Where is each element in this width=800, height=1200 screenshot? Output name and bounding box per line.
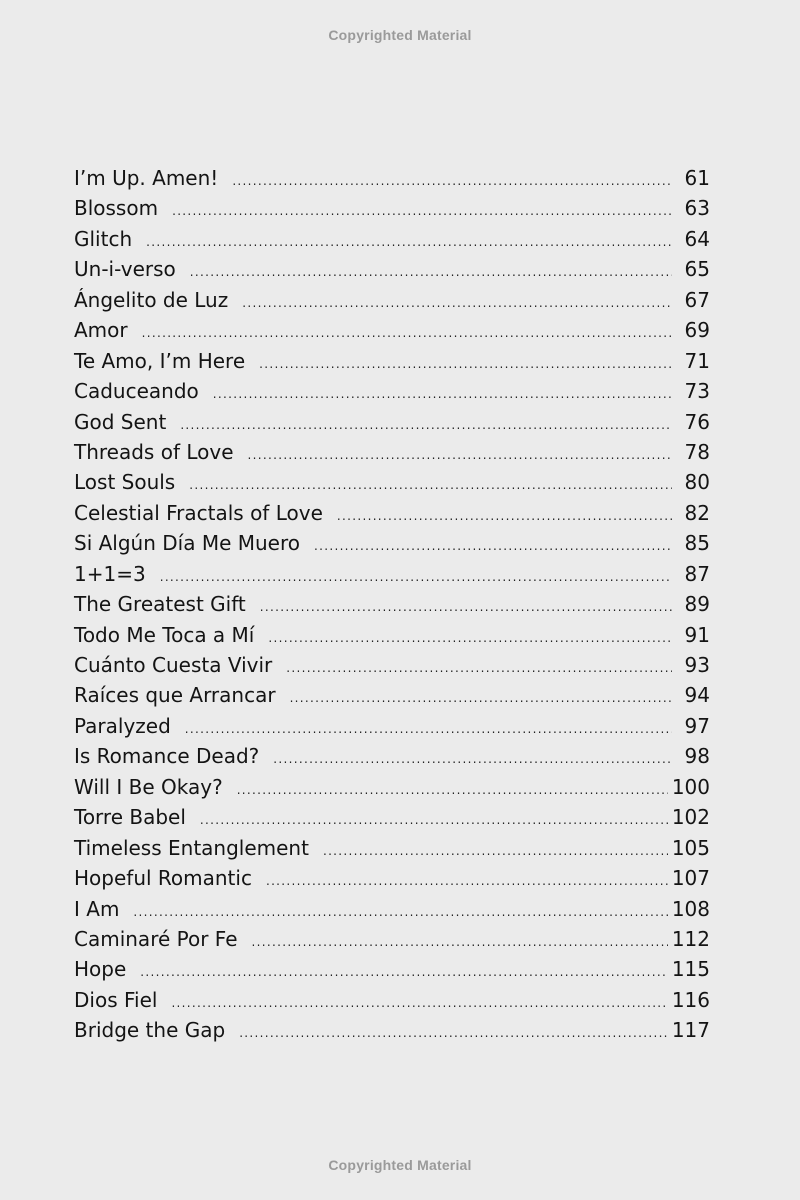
toc-entry-title: Glitch [74,226,133,251]
dot-leader [259,349,672,379]
toc-entry [74,254,710,284]
copyright-watermark-top: Copyrighted Material [328,27,472,43]
toc-entry [74,863,710,893]
toc-entry-page-number: 80 [684,470,710,495]
toc-entry-title: 1+1=3 [74,561,146,586]
toc-entry-page-number: 87 [684,561,710,586]
toc-entry-title: Is Romance Dead? [74,744,260,769]
toc-entry-title: Paralyzed [74,713,171,738]
dot-leader [160,562,672,592]
dot-leader [268,623,672,653]
toc-entry-title: The Greatest Gift [74,592,246,617]
toc-entry [74,894,710,924]
toc-entry-title: Cuánto Cuesta Vivir [74,653,273,677]
toc-entry [74,224,710,254]
toc-entry-page-number: 67 [684,287,710,312]
toc-entry-page-number: 105 [671,835,710,860]
dot-leader [189,470,672,500]
dot-leader [323,836,668,866]
toc-entry-page-number: 65 [684,257,710,282]
toc-entry [74,193,710,223]
dot-leader [239,1018,668,1048]
dot-leader [286,653,672,683]
toc-entry-page-number: 69 [684,318,710,343]
dot-leader [260,592,672,622]
toc-entry-page-number: 85 [684,531,710,556]
toc-entry [74,163,710,193]
toc-entry-page-number: 108 [671,896,710,921]
toc-entry [74,650,710,680]
toc-entry [74,620,710,650]
toc-entry-title: I’m Up. Amen! [74,166,219,190]
toc-entry-page-number: 115 [671,957,710,982]
toc-entry-title: Un-i-verso [74,257,176,282]
toc-entry-page-number: 76 [684,409,710,434]
toc-entry-page-number: 117 [671,1018,710,1043]
dot-leader [237,775,668,805]
dot-leader [213,379,672,409]
toc-entry-title: Raíces que Arrancar [74,683,276,708]
toc-entry-page-number: 112 [671,926,710,951]
toc-entry-title: Dios Fiel [74,987,158,1012]
dot-leader [252,927,668,957]
dot-leader [314,531,672,561]
toc-entry-page-number: 91 [684,622,710,647]
dot-leader [172,196,672,226]
table-of-contents [74,163,710,1046]
toc-entry-page-number: 82 [684,500,710,525]
dot-leader [273,744,672,774]
dot-leader [185,714,672,744]
toc-entry-title: God Sent [74,409,167,434]
toc-entry-title: Lost Souls [74,470,176,495]
toc-entry [74,467,710,497]
toc-entry-title: Will I Be Okay? [74,774,223,799]
toc-entry-title: Blossom [74,196,159,221]
toc-entry [74,802,710,832]
toc-entry [74,589,710,619]
toc-entry [74,772,710,802]
toc-entry-page-number: 100 [671,774,710,799]
toc-entry-title: Caduceando [74,379,199,404]
toc-entry-page-number: 71 [684,348,710,373]
toc-entry-page-number: 64 [684,226,710,251]
dot-leader [248,440,672,470]
toc-entry-title: Hopeful Romantic [74,866,252,891]
toc-entry [74,376,710,406]
dot-leader [146,227,672,257]
toc-entry-title: Torre Babel [74,805,186,830]
toc-entry-page-number: 93 [684,653,710,677]
toc-entry [74,1015,710,1045]
toc-entry [74,559,710,589]
toc-entry [74,528,710,558]
dot-leader [142,318,672,348]
toc-entry [74,346,710,376]
toc-entry-page-number: 73 [684,379,710,404]
dot-leader [140,957,668,987]
dot-leader [290,683,672,713]
toc-entry-page-number: 61 [684,166,710,190]
dot-leader [180,410,672,440]
toc-entry-page-number: 94 [684,683,710,708]
toc-entry-page-number: 98 [684,744,710,769]
toc-entry-title: Timeless Entanglement [74,835,309,860]
dot-leader [266,866,668,896]
toc-entry [74,924,710,954]
toc-entry [74,680,710,710]
toc-entry-title: Si Algún Día Me Muero [74,531,300,556]
toc-entry-title: Te Amo, I’m Here [74,348,246,373]
copyright-watermark-bottom: Copyrighted Material [328,1157,472,1173]
toc-entry-page-number: 102 [671,805,710,830]
toc-entry-title: Celestial Fractals of Love [74,500,323,525]
toc-entry-title: I Am [74,896,120,921]
toc-entry-title: Caminaré Por Fe [74,926,238,951]
toc-entry-page-number: 89 [684,592,710,617]
toc-entry [74,833,710,863]
toc-entry [74,498,710,528]
toc-entry-page-number: 116 [671,987,710,1012]
toc-entry-page-number: 97 [684,713,710,738]
toc-entry-title: Bridge the Gap [74,1018,226,1043]
toc-entry-page-number: 63 [684,196,710,221]
dot-leader [190,257,672,287]
toc-entry-title: Todo Me Toca a Mí [74,622,255,647]
toc-entry-page-number: 78 [684,439,710,464]
dot-leader [232,166,672,196]
toc-entry [74,315,710,345]
dot-leader [337,501,672,531]
toc-entry-title: Ángelito de Luz [74,287,229,312]
toc-entry-page-number: 107 [671,866,710,891]
toc-entry [74,954,710,984]
toc-entry-title: Amor [74,318,128,343]
dot-leader [200,805,668,835]
toc-entry [74,985,710,1015]
toc-entry [74,407,710,437]
toc-entry [74,741,710,771]
dot-leader [133,897,667,927]
toc-entry-title: Threads of Love [74,439,234,464]
dot-leader [171,988,667,1018]
toc-entry [74,285,710,315]
toc-entry [74,711,710,741]
toc-entry-title: Hope [74,957,127,982]
toc-entry [74,437,710,467]
dot-leader [242,288,672,318]
